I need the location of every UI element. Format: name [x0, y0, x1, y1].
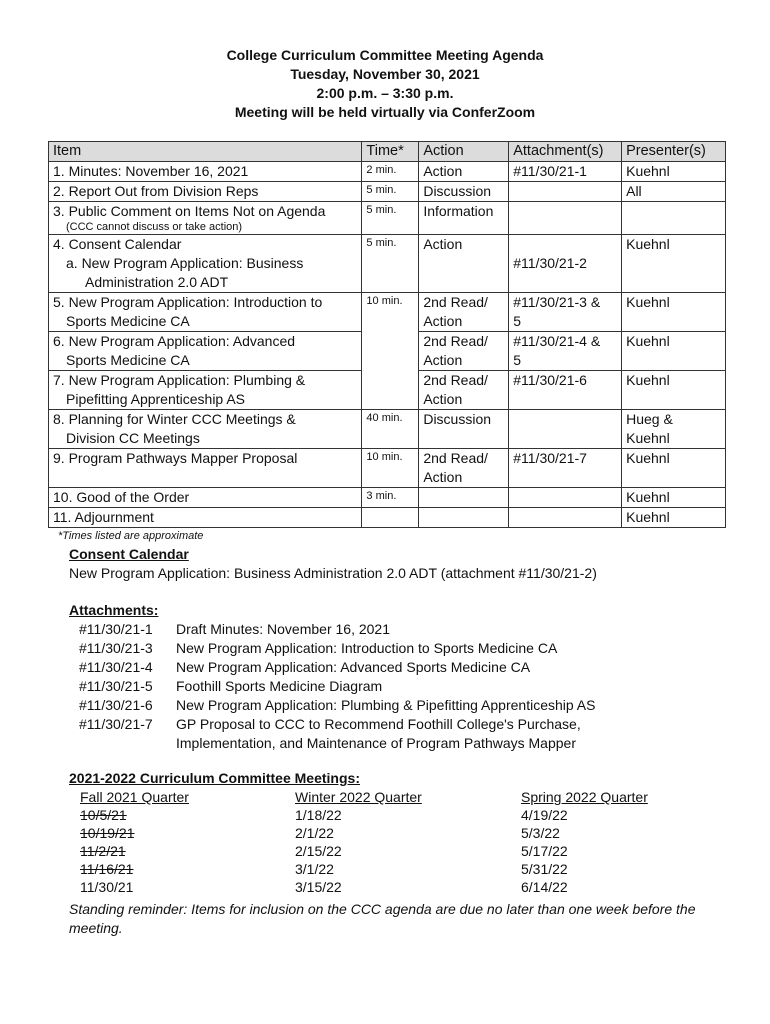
table-row — [49, 410, 726, 449]
attachment-desc — [176, 715, 646, 753]
attachment-text-cont: 5 — [513, 313, 522, 329]
table-row — [49, 449, 726, 488]
item-cell: 10. Good of the Order — [49, 488, 362, 508]
item-cell: 9. Program Pathways Mapper Proposal — [49, 449, 362, 488]
meetings-title — [69, 769, 360, 788]
presenter-cell: Kuehnl — [622, 508, 726, 528]
times-footnote: *Times listed are approximate — [58, 530, 204, 542]
action-text-cont: Action — [423, 391, 463, 407]
meeting-time: 2:00 p.m. – 3:30 p.m. — [316, 85, 454, 101]
table-row — [49, 293, 726, 332]
attachment-cell: #11/30/21-1 — [509, 162, 622, 182]
fall-quarter-label: Fall 2021 Quarter — [80, 789, 189, 805]
attachments-title: Attachments: — [69, 602, 159, 618]
meeting-date: 5/3/22 — [521, 825, 560, 841]
list-item — [69, 620, 646, 639]
time-cell: 40 min. — [362, 410, 419, 449]
attachment-cell — [509, 293, 622, 332]
meeting-date-past: 11/16/21 — [80, 861, 134, 877]
meeting-date-past: 10/5/21 — [80, 807, 127, 823]
item-text: 6. New Program Application: Advanced — [53, 333, 296, 349]
agenda-table — [48, 141, 726, 528]
action-cell — [419, 332, 509, 371]
action-text: 2nd Read/ — [423, 372, 488, 388]
item-text: 7. New Program Application: Plumbing & — [53, 372, 306, 388]
action-cell: Action — [419, 235, 509, 293]
attachment-desc: New Program Application: Introduction to Sports Medicine CA — [176, 640, 558, 656]
item-cell — [49, 332, 362, 371]
presenter-cell: Kuehnl — [622, 332, 726, 371]
consent-calendar-title: Consent Calendar — [69, 546, 189, 562]
table-row — [49, 508, 726, 528]
attachment-cell — [509, 488, 622, 508]
presenter-text-cont: Kuehnl — [626, 430, 670, 446]
time-cell: 5 min. — [362, 202, 419, 235]
meeting-date: 2/1/22 — [295, 825, 334, 841]
item-subitem-cont: Administration 2.0 ADT — [85, 274, 229, 290]
meeting-date: 5/17/22 — [521, 843, 568, 859]
action-text: 2nd Read/ — [423, 333, 488, 349]
meeting-date: 4/19/22 — [521, 807, 568, 823]
table-row — [49, 235, 726, 293]
consent-calendar-section — [69, 545, 597, 583]
meeting-date: 1/18/22 — [295, 807, 342, 823]
presenter-cell: Kuehnl — [622, 235, 726, 293]
attachment-desc: Foothill Sports Medicine Diagram — [176, 678, 383, 694]
action-cell — [419, 371, 509, 410]
action-cell: Information — [419, 202, 509, 235]
presenter-cell: All — [622, 182, 726, 202]
attachment-id: #11/30/21-5 — [79, 678, 153, 694]
attachment-cell — [509, 508, 622, 528]
fall-quarter-column — [80, 788, 280, 896]
list-item — [69, 639, 646, 658]
item-text: 8. Planning for Winter CCC Meetings & — [53, 411, 296, 427]
meeting-date-past: 10/19/21 — [80, 825, 135, 841]
action-text-cont: Action — [423, 352, 463, 368]
column-header-action: Action — [419, 142, 509, 162]
list-item — [69, 696, 646, 715]
item-text-cont: Sports Medicine CA — [66, 313, 190, 329]
item-cell — [49, 410, 362, 449]
item-text-cont: Sports Medicine CA — [66, 352, 190, 368]
attachment-id: #11/30/21-6 — [79, 697, 153, 713]
action-cell: Discussion — [419, 182, 509, 202]
attachment-cell — [509, 235, 622, 293]
item-cell — [49, 202, 362, 235]
item-text: 4. Consent Calendar — [53, 236, 182, 252]
meeting-location: Meeting will be held virtually via ConferZoom — [234, 104, 536, 120]
item-cell: 11. Adjournment — [49, 508, 362, 528]
table-row — [49, 202, 726, 235]
attachment-id: #11/30/21-7 — [79, 716, 153, 732]
item-cell: 1. Minutes: November 16, 2021 — [49, 162, 362, 182]
item-note: (CCC cannot discuss or take action) — [66, 221, 243, 233]
meeting-date-past: 11/2/21 — [80, 843, 126, 859]
spring-quarter-label: Spring 2022 Quarter — [521, 789, 648, 805]
attachment-text: #11/30/21-2 — [513, 255, 587, 271]
action-cell — [419, 508, 509, 528]
item-cell — [49, 293, 362, 332]
table-row — [49, 162, 726, 182]
meeting-date: 11/30/21 — [80, 879, 134, 895]
time-cell: 10 min. — [362, 449, 419, 488]
presenter-cell: Kuehnl — [622, 371, 726, 410]
item-text: 3. Public Comment on Items Not on Agenda — [53, 203, 326, 219]
agenda-title: College Curriculum Committee Meeting Agenda — [226, 47, 544, 63]
list-item — [69, 677, 646, 696]
action-text: 2nd Read/ — [423, 294, 488, 310]
agenda-header — [0, 46, 770, 122]
action-cell — [419, 293, 509, 332]
item-cell — [49, 371, 362, 410]
presenter-cell: Kuehnl — [622, 449, 726, 488]
attachment-text: #11/30/21-3 & — [513, 294, 601, 310]
meeting-date: 6/14/22 — [521, 879, 568, 895]
attachment-id: #11/30/21-4 — [79, 659, 153, 675]
presenter-cell: Kuehnl — [622, 488, 726, 508]
action-text-cont: Action — [423, 313, 463, 329]
attachment-desc: New Program Application: Advanced Sports Medicine CA — [176, 659, 531, 675]
attachment-text: #11/30/21-4 & — [513, 333, 601, 349]
standing-reminder: Standing reminder: Items for inclusion on the CCC agenda are due no later than one week before the meeting. — [69, 901, 696, 936]
meeting-date: 2/15/22 — [295, 843, 342, 859]
presenter-cell — [622, 410, 726, 449]
column-header-item: Item — [49, 142, 362, 162]
action-text-cont: Action — [423, 469, 463, 485]
attachment-cell — [509, 182, 622, 202]
attachment-cell — [509, 332, 622, 371]
consent-calendar-text: New Program Application: Business Administration 2.0 ADT (attachment #11/30/21-2) — [69, 565, 597, 581]
presenter-cell — [622, 202, 726, 235]
attachment-desc: New Program Application: Plumbing & Pipefitting Apprenticeship AS — [176, 697, 596, 713]
action-cell: Discussion — [419, 410, 509, 449]
meeting-date: 3/1/22 — [295, 861, 334, 877]
presenter-cell: Kuehnl — [622, 293, 726, 332]
presenter-text: Hueg & — [626, 411, 673, 427]
spring-quarter-column — [521, 788, 721, 896]
time-cell: 5 min. — [362, 235, 419, 293]
column-header-presenters: Presenter(s) — [622, 142, 726, 162]
time-cell: 3 min. — [362, 488, 419, 508]
meeting-date: 5/31/22 — [521, 861, 568, 877]
attachment-text-cont: 5 — [513, 352, 522, 368]
table-row — [49, 488, 726, 508]
attachment-cell: #11/30/21-7 — [509, 449, 622, 488]
action-cell: Action — [419, 162, 509, 182]
item-text-cont: Division CC Meetings — [66, 430, 200, 446]
table-header-row — [49, 142, 726, 162]
attachment-cell — [509, 410, 622, 449]
item-cell — [49, 235, 362, 293]
item-text: 5. New Program Application: Introduction to — [53, 294, 323, 310]
item-text-cont: Pipefitting Apprenticeship AS — [66, 391, 246, 407]
action-cell — [419, 488, 509, 508]
attachment-cell — [509, 202, 622, 235]
time-cell: 5 min. — [362, 182, 419, 202]
attachment-id: #11/30/21-3 — [79, 640, 153, 656]
list-item — [69, 715, 646, 753]
winter-quarter-column — [295, 788, 495, 896]
winter-quarter-label: Winter 2022 Quarter — [295, 789, 422, 805]
attachment-desc-line1: GP Proposal to CCC to Recommend Foothill College's Purchase, — [176, 716, 581, 732]
time-cell — [362, 508, 419, 528]
table-row — [49, 182, 726, 202]
meeting-date: 3/15/22 — [295, 879, 342, 895]
attachment-id: #11/30/21-1 — [79, 621, 153, 637]
action-text: 2nd Read/ — [423, 450, 488, 466]
attachments-section — [69, 601, 646, 753]
presenter-cell: Kuehnl — [622, 162, 726, 182]
meetings-title-text: 2021-2022 Curriculum Committee Meetings: — [69, 770, 360, 786]
item-subitem: a. New Program Application: Business — [66, 255, 304, 271]
attachment-desc-line2: Implementation, and Maintenance of Program Pathways Mapper — [176, 735, 576, 751]
time-cell: 2 min. — [362, 162, 419, 182]
column-header-attachments: Attachment(s) — [509, 142, 622, 162]
meeting-date: Tuesday, November 30, 2021 — [290, 66, 480, 82]
column-header-time: Time* — [362, 142, 419, 162]
list-item — [69, 658, 646, 677]
attachment-desc: Draft Minutes: November 16, 2021 — [176, 621, 390, 637]
item-cell: 2. Report Out from Division Reps — [49, 182, 362, 202]
attachment-cell: #11/30/21-6 — [509, 371, 622, 410]
action-cell — [419, 449, 509, 488]
time-cell: 10 min. — [362, 293, 419, 410]
